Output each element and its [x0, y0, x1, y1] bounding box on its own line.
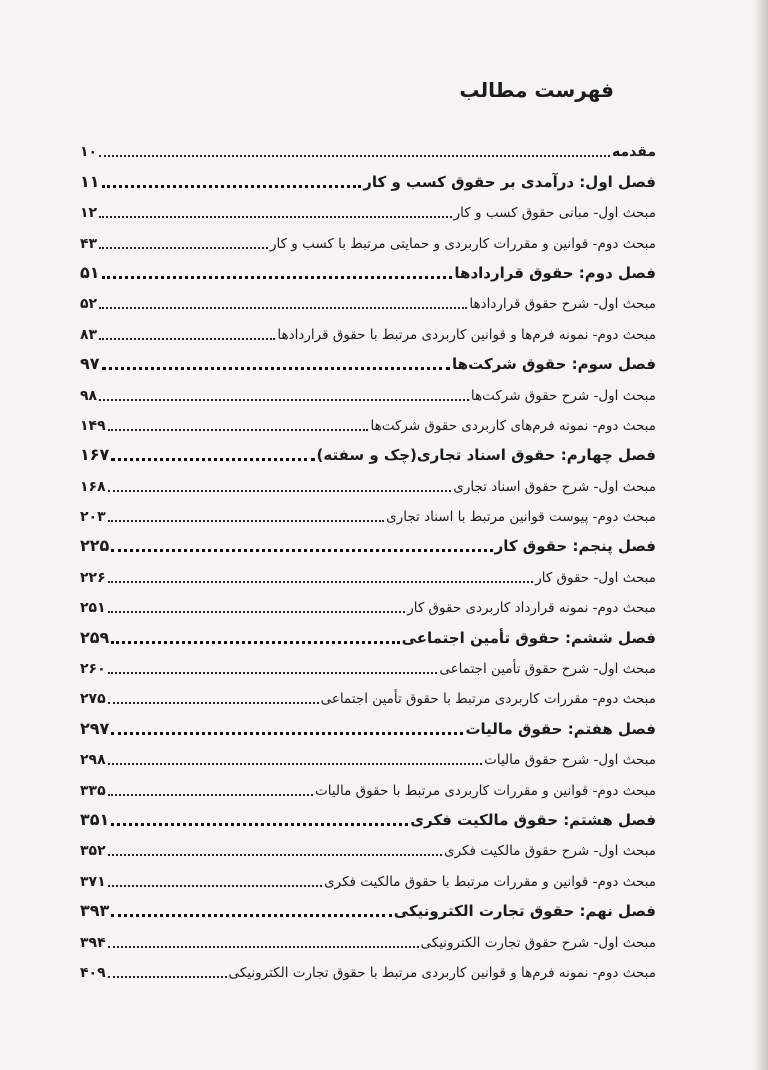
dot-leader: [102, 367, 451, 370]
dot-leader: [108, 490, 452, 492]
dot-leader: [99, 216, 452, 218]
toc-section-row[interactable]: [80, 227, 656, 257]
toc-entry-label: مبحث اول- شرح حقوق مالیات: [484, 752, 656, 769]
toc-section-row[interactable]: [80, 197, 656, 227]
toc-entry-label: فصل نهم: حقوق تجارت الکترونیکی: [393, 902, 656, 921]
toc-chapter-row[interactable]: [80, 349, 656, 379]
dot-leader: [99, 247, 268, 249]
toc-page-number: ۴۰۹: [80, 964, 106, 981]
dot-leader: [99, 307, 467, 309]
toc-entry-label: مبحث دوم- نمونه فرم‌های کاربردی حقوق شرکت‌ها: [370, 417, 656, 434]
toc-entry-label: مقدمه: [612, 144, 656, 161]
toc-section-row[interactable]: [80, 592, 656, 622]
toc-entry-label: مبحث اول- شرح حقوق تجارت الکترونیکی: [420, 934, 656, 951]
dot-leader: [99, 338, 275, 340]
dot-leader: [108, 763, 483, 765]
toc-section-row[interactable]: [80, 926, 656, 956]
toc-entry-label: مبحث اول- مبانی حقوق کسب و کار: [453, 205, 656, 222]
toc-page-number: ۳۳۵: [80, 782, 106, 799]
toc-chapter-row[interactable]: [80, 805, 656, 835]
toc-entry-label: فصل هفتم: حقوق مالیات: [465, 719, 656, 738]
toc-entry-label: فصل ششم: حقوق تأمین اجتماعی: [401, 628, 656, 647]
toc-page-number: ۸۳: [80, 326, 98, 343]
toc-entry-label: فصل اول: درآمدی بر حقوق کسب و کار: [363, 172, 656, 191]
dot-leader: [111, 458, 314, 461]
toc-list: [80, 136, 656, 987]
toc-entry-label: فصل چهارم: حقوق اسناد تجاری(چک و سفته): [316, 446, 656, 465]
toc-page-number: ۱۰: [80, 144, 98, 161]
toc-section-row[interactable]: [80, 774, 656, 804]
toc-entry-label: مبحث اول- شرح حقوق اسناد تجاری: [453, 478, 656, 495]
page-edge-shadow: [754, 0, 768, 1070]
dot-leader: [108, 581, 534, 583]
toc-entry-label: فصل هشتم: حقوق مالکیت فکری: [410, 810, 656, 829]
toc-entry-label: مبحث دوم- قوانین و مقررات کاربردی و حمایتی مرتبط با کسب و کار: [269, 235, 656, 252]
dot-leader: [99, 155, 610, 157]
dot-leader: [108, 885, 322, 887]
toc-chapter-row[interactable]: [80, 896, 656, 926]
dot-leader: [108, 672, 438, 674]
toc-chapter-row[interactable]: [80, 622, 656, 652]
dot-leader: [111, 732, 463, 735]
toc-page-number: ۲۹۸: [80, 752, 106, 769]
toc-section-row[interactable]: [80, 865, 656, 895]
toc-page-number: ۲۶۰: [80, 661, 106, 678]
dot-leader: [99, 399, 469, 401]
toc-page-number: ۱۶۸: [80, 478, 106, 495]
toc-section-row[interactable]: [80, 470, 656, 500]
dot-leader: [108, 794, 313, 796]
toc-page-number: ۳۵۱: [80, 809, 110, 829]
toc-title: فهرست مطالب: [459, 78, 614, 102]
toc-section-row[interactable]: [80, 410, 656, 440]
toc-section-row[interactable]: [80, 744, 656, 774]
toc-page-number: ۹۸: [80, 387, 98, 404]
dot-leader: [108, 429, 369, 431]
toc-entry-label: فصل پنجم: حقوق کار: [494, 537, 656, 556]
toc-page-number: ۴۳: [80, 235, 98, 252]
toc-page-number: ۲۲۵: [80, 536, 110, 556]
toc-page-number: ۳۷۱: [80, 873, 106, 890]
dot-leader: [108, 854, 442, 856]
toc-entry-label: مبحث دوم- قوانین و مقررات کاربردی مرتبط با حقوق مالیات: [315, 782, 656, 799]
toc-entry-label: مبحث دوم- مقررات کاربردی مرتبط با حقوق تأمین اجتماعی: [320, 691, 656, 708]
dot-leader: [111, 823, 408, 826]
toc-page-number: ۲۲۶: [80, 569, 106, 586]
toc-entry-label: مبحث دوم- قوانین و مقررات مرتبط با حقوق مالکیت فکری: [324, 873, 656, 890]
toc-page-number: ۲۹۷: [80, 718, 110, 738]
toc-intro-row[interactable]: [80, 136, 656, 166]
toc-section-row[interactable]: [80, 501, 656, 531]
dot-leader: [102, 185, 362, 188]
toc-entry-label: مبحث اول- شرح حقوق تأمین اجتماعی: [439, 661, 656, 678]
toc-page-number: ۹۷: [80, 354, 100, 374]
toc-entry-label: مبحث دوم- نمونه قرارداد کاربردی حقوق کار: [407, 600, 656, 617]
toc-section-row[interactable]: [80, 957, 656, 987]
toc-section-row[interactable]: [80, 318, 656, 348]
toc-entry-label: مبحث اول- شرح حقوق شرکت‌ها: [470, 387, 656, 404]
dot-leader: [111, 641, 399, 644]
toc-page-number: ۱۴۹: [80, 417, 106, 434]
toc-page-number: ۵۲: [80, 296, 98, 313]
dot-leader: [108, 611, 406, 613]
dot-leader: [108, 520, 384, 522]
toc-entry-label: مبحث دوم- پیوست قوانین مرتبط با اسناد تجاری: [386, 509, 656, 526]
dot-leader: [108, 702, 319, 704]
toc-page-number: ۲۷۵: [80, 691, 106, 708]
toc-page-number: ۲۵۹: [80, 627, 110, 647]
toc-entry-label: فصل دوم: حقوق قراردادها: [454, 263, 656, 282]
toc-chapter-row[interactable]: [80, 258, 656, 288]
toc-chapter-row[interactable]: [80, 166, 656, 196]
dot-leader: [111, 549, 492, 552]
toc-entry-label: مبحث اول- شرح حقوق مالکیت فکری: [444, 843, 656, 860]
toc-page-number: ۲۰۳: [80, 509, 106, 526]
toc-page-number: ۱۱: [80, 171, 100, 191]
toc-page-number: ۳۹۴: [80, 934, 106, 951]
toc-page-number: ۲۵۱: [80, 600, 106, 617]
toc-entry-label: فصل سوم: حقوق شرکت‌ها: [452, 355, 656, 374]
toc-entry-label: مبحث دوم- نمونه فرم‌ها و قوانین کاربردی مرتبط با حقوق قراردادها: [277, 326, 656, 343]
toc-page-number: ۵۱: [80, 262, 100, 282]
toc-chapter-row[interactable]: [80, 531, 656, 561]
toc-chapter-row[interactable]: [80, 440, 656, 470]
toc-section-row[interactable]: [80, 835, 656, 865]
toc-section-row[interactable]: [80, 683, 656, 713]
toc-section-row[interactable]: [80, 561, 656, 591]
toc-entry-label: مبحث اول- شرح حقوق قراردادها: [469, 296, 656, 313]
toc-page-number: ۱۶۷: [80, 445, 110, 465]
dot-leader: [111, 914, 391, 917]
toc-section-row[interactable]: [80, 379, 656, 409]
toc-page-number: ۳۹۳: [80, 901, 110, 921]
toc-section-row[interactable]: [80, 653, 656, 683]
dot-leader: [108, 976, 227, 978]
dot-leader: [108, 946, 419, 948]
toc-page-number: ۱۲: [80, 205, 98, 222]
toc-entry-label: مبحث اول- حقوق کار: [535, 569, 656, 586]
toc-entry-label: مبحث دوم- نمونه فرم‌ها و قوانین کاربردی مرتبط با حقوق تجارت الکترونیکی: [228, 964, 656, 981]
toc-section-row[interactable]: [80, 288, 656, 318]
toc-page-number: ۳۵۲: [80, 843, 106, 860]
dot-leader: [102, 276, 453, 279]
toc-chapter-row[interactable]: [80, 713, 656, 743]
